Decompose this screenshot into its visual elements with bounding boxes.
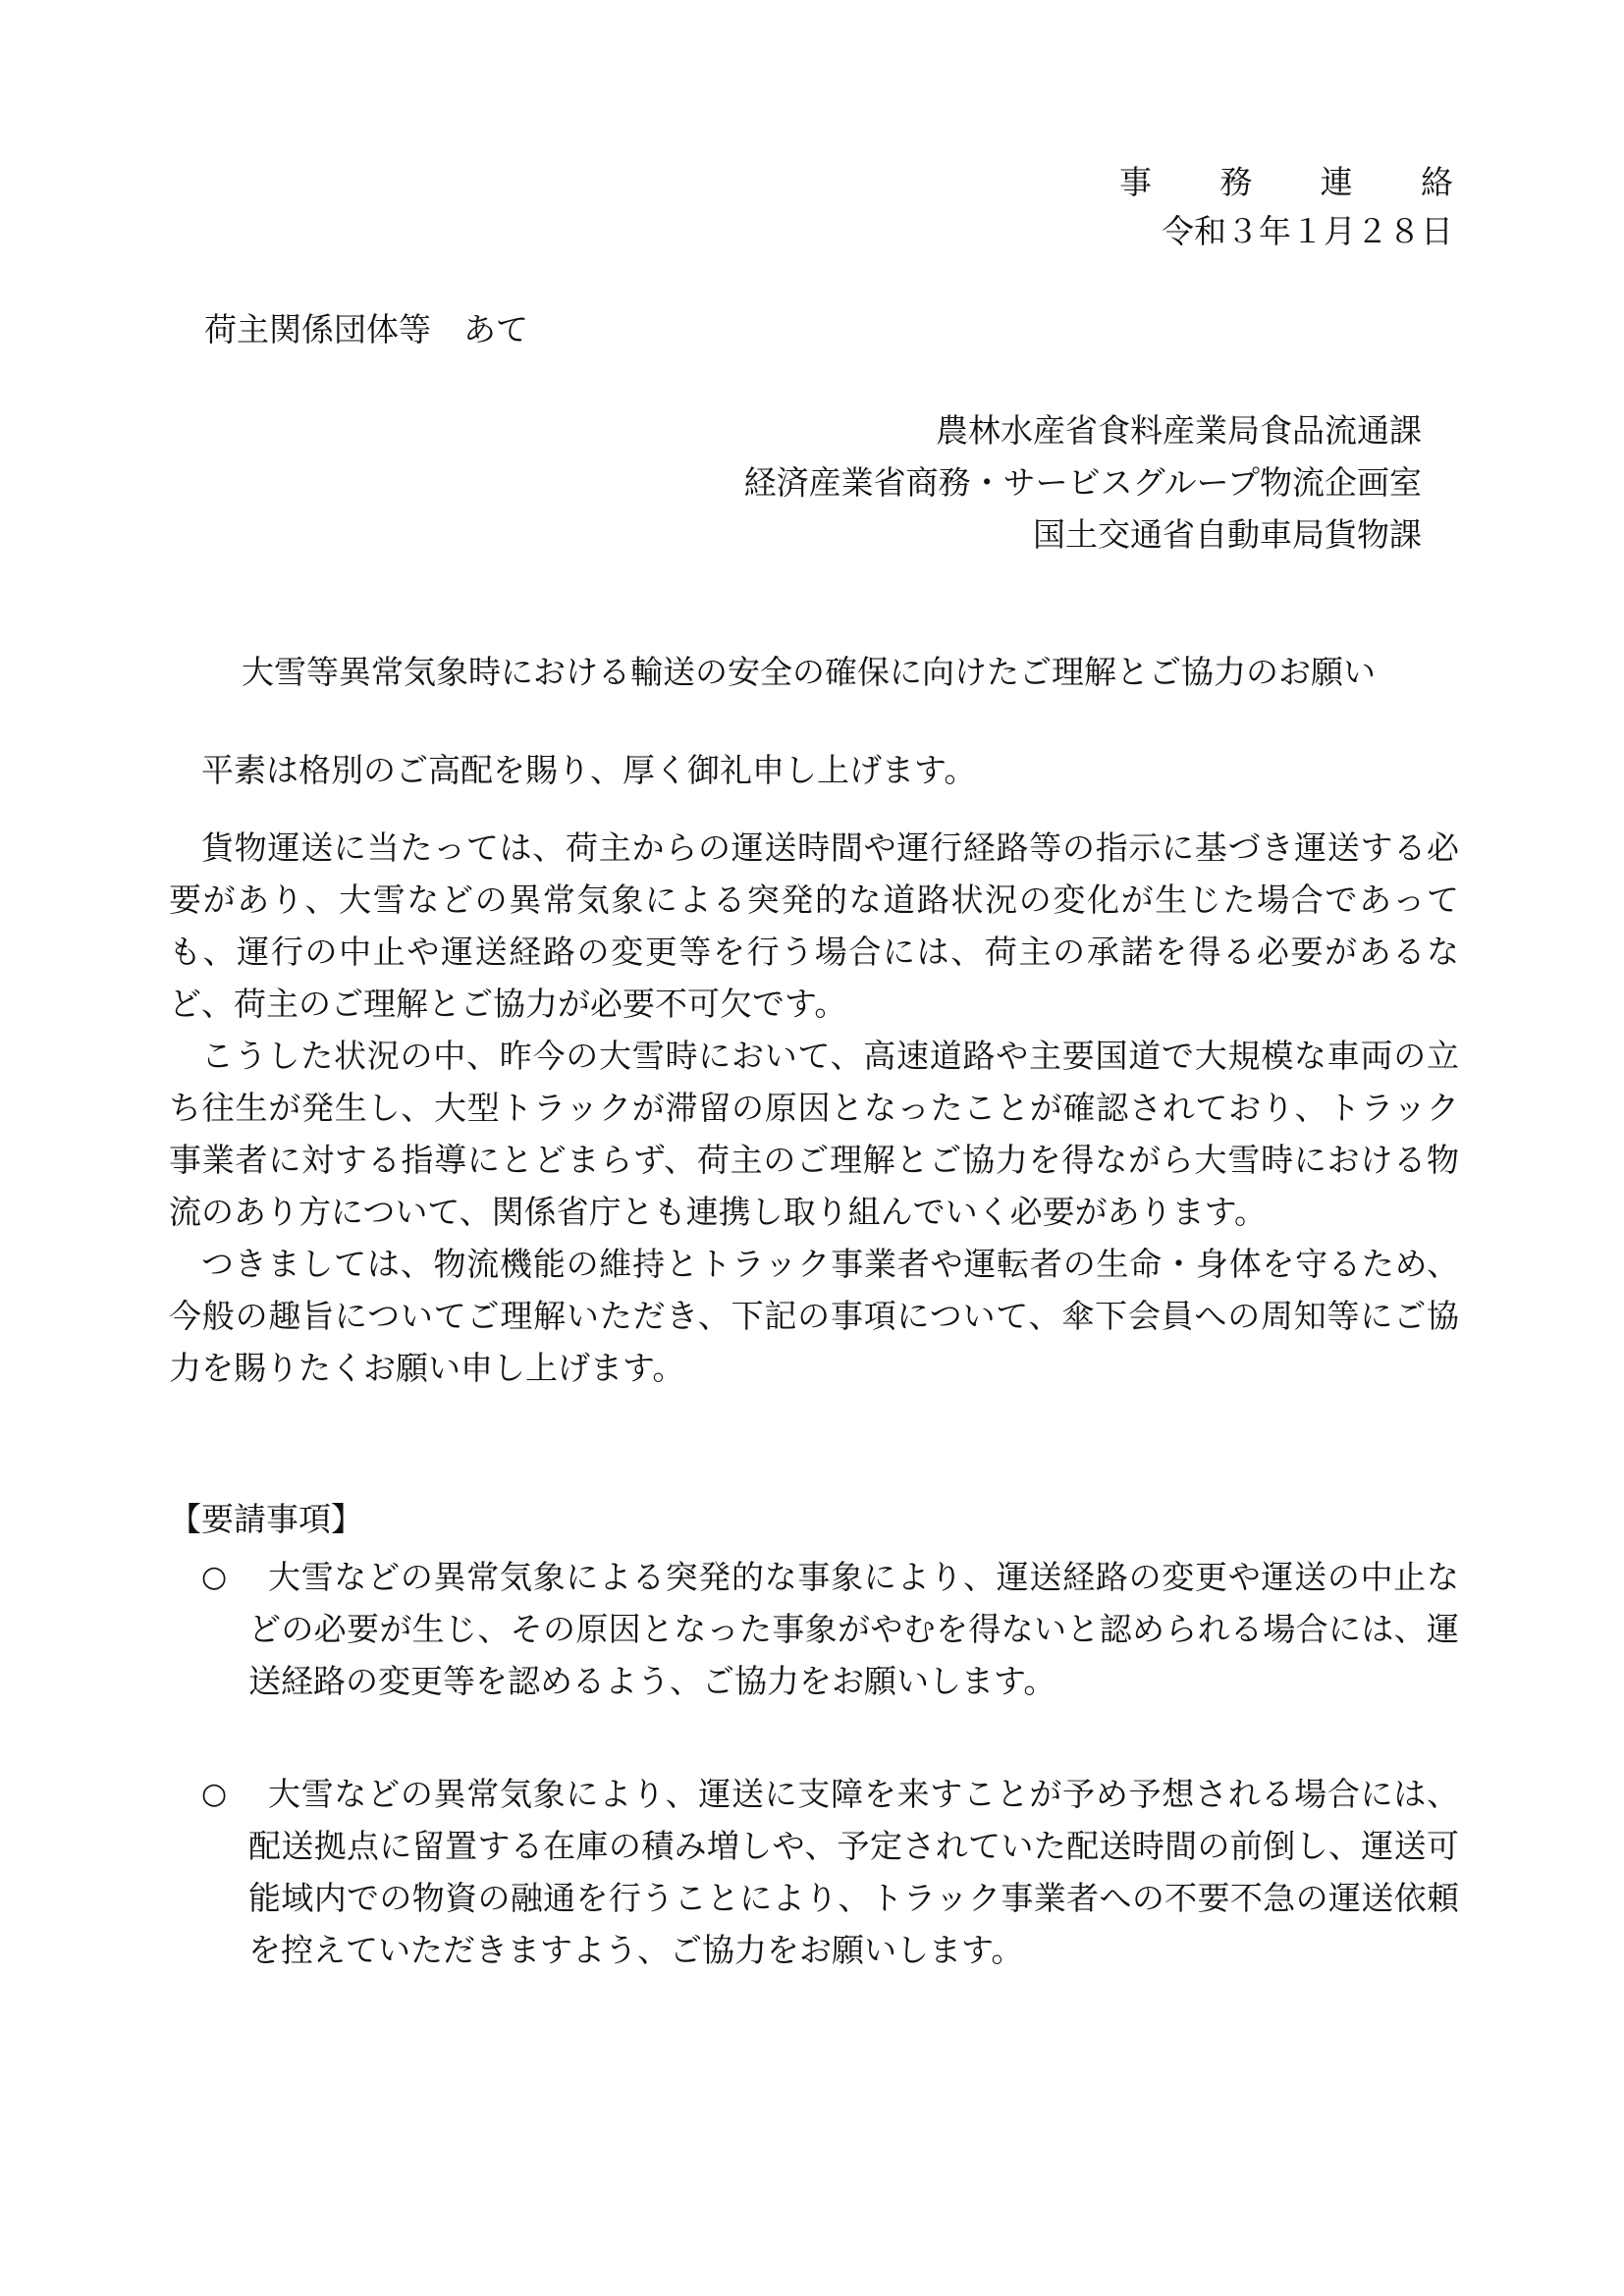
request-item-text: 大雪などの異常気象により、運送に支障を来すことが予め予想される場合には、配送拠点に留置する在庫の積み増しや、予定されていた配送時間の前倒し、運送可能域内での物資の融通を行うことにより、トラック事業者への不要不急の運送依頼を控えていただきますよう、ご協力をお願いします。 — [248, 1775, 1460, 1969]
request-item — [201, 1551, 1459, 1707]
request-item — [201, 1768, 1459, 1976]
document-type-char: 連 — [1320, 163, 1353, 201]
body-paragraph: つきましては、物流機能の維持とトラック事業者や運転者の生命・身体を守るため、今般の趣旨についてご理解いただき、下記の事項について、傘下会員への周知等にご協力を賜りたくお願い申し上げます。 — [169, 1245, 1459, 1387]
requests-heading: 【要請事項】 — [169, 1500, 363, 1538]
circle-bullet-icon: ○ — [201, 1777, 228, 1811]
sender-line: 国土交通省自動車局貨物課 — [1033, 515, 1422, 554]
sender-line: 農林水産省食料産業局食品流通課 — [936, 411, 1422, 450]
addressee: 荷主関係団体等 あて — [204, 310, 528, 348]
document-date: 令和３年１月２８日 — [1162, 212, 1453, 250]
document-type-label — [1119, 161, 1453, 204]
body-paragraph: 貨物運送に当たっては、荷主からの運送時間や運行経路等の指示に基づき運送する必要があり、大雪などの異常気象による突発的な道路状況の変化が生じた場合であっても、運行の中止や運送経路の変更等を行う場合には、荷主の承諾を得る必要があるなど、荷主のご理解とご協力が必要不可欠です。 — [169, 828, 1460, 1023]
document-type-char: 事 — [1119, 163, 1152, 201]
body-paragraph: 平素は格別のご高配を賜り、厚く御礼申し上げます。 — [201, 751, 977, 789]
document-type-char: 務 — [1219, 163, 1253, 201]
document-title: 大雪等異常気象時における輸送の安全の確保に向けたご理解とご協力のお願い — [242, 653, 1376, 691]
sender-line: 経済産業省商務・サービスグループ物流企画室 — [743, 463, 1422, 502]
request-item-text: 大雪などの異常気象による突発的な事象により、運送経路の変更や運送の中止などの必要が生じ、その原因となった事象がやむを得ないと認められる場合には、運送経路の変更等を認めるよう、ご協力をお願いします。 — [248, 1558, 1459, 1700]
sender-list — [744, 404, 1422, 561]
document-type-char: 絡 — [1420, 163, 1453, 201]
body-paragraph: こうした状況の中、昨今の大雪時において、高速道路や主要国道で大規模な車両の立ち往生が発生し、大型トラックが滞留の原因となったことが確認されており、トラック事業者に対する指導にとどまらず、荷主のご理解とご協力を得ながら大雪時における物流のあり方について、関係省庁とも連携し取り組んでいく必要があります。 — [169, 1037, 1459, 1231]
circle-bullet-icon: ○ — [201, 1560, 228, 1594]
